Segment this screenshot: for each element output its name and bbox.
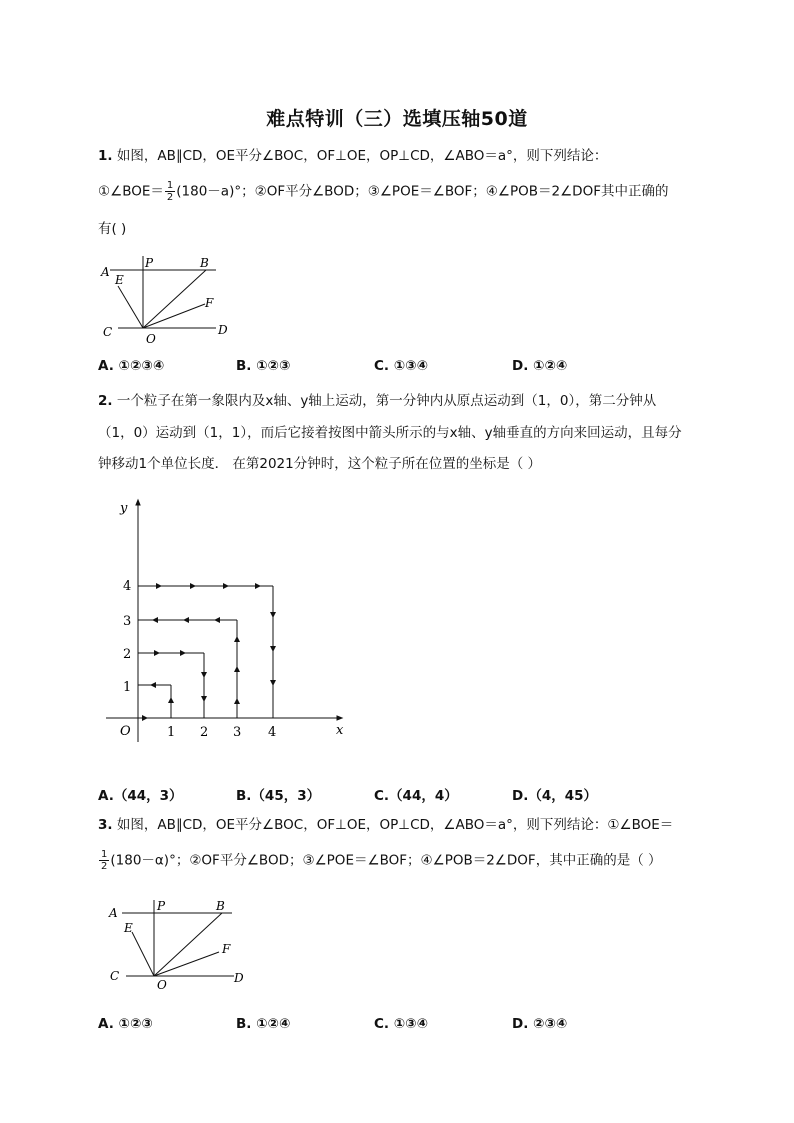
- q2-figure: [98, 492, 358, 752]
- q3-option-d[interactable]: [512, 1016, 567, 1032]
- q3-option-b[interactable]: [236, 1016, 290, 1032]
- q3-option-c-text: ①③④: [393, 1016, 429, 1032]
- q1-label-f: F: [205, 296, 214, 310]
- q3-label-c: C: [110, 969, 120, 983]
- q1-option-c-text: ①③④: [393, 358, 429, 374]
- q2-option-b-text: （45，3）: [251, 788, 321, 804]
- q2-number: 2.: [98, 393, 113, 409]
- q1-option-c[interactable]: [374, 358, 428, 374]
- q2-line-2: [98, 423, 682, 443]
- q1-label-d: D: [218, 323, 228, 337]
- q3-text-1: 如图，AB∥CD，OE平分∠BOC，OF⊥OE，OP⊥CD，∠ABO＝a°，则下列结论：①∠BOE＝: [116, 817, 674, 833]
- q3-option-a-label: A.: [98, 1016, 114, 1032]
- q1-option-b-text: ①②③: [256, 358, 291, 374]
- q3-options: [98, 1016, 698, 1036]
- q1-options: [98, 358, 698, 378]
- q3-label-f: F: [222, 942, 231, 956]
- q2-option-a[interactable]: [98, 784, 183, 804]
- q1-line-3: [98, 219, 126, 239]
- q2-option-c[interactable]: [374, 784, 458, 804]
- q2-text-3: 钟移动1个单位长度． 在第2021分钟时，这个粒子所在位置的坐标是（ ）: [98, 456, 542, 472]
- q2-x-tick-1: 1: [167, 725, 176, 740]
- q3-label-a: A: [109, 906, 118, 920]
- q1-label-e: E: [115, 273, 124, 287]
- q3-option-b-label: B.: [236, 1016, 252, 1032]
- q2-option-d[interactable]: [512, 784, 597, 804]
- q1-option-a[interactable]: [98, 358, 164, 374]
- q1-label-b: B: [200, 256, 209, 270]
- q2-option-d-text: （4，45）: [528, 788, 598, 804]
- q1-option-d-label: D.: [512, 358, 529, 374]
- q1-line-2: [98, 180, 668, 203]
- q1-label-p: P: [145, 256, 154, 270]
- q2-option-c-text: （44，4）: [389, 788, 458, 804]
- q1-frac-den: 2: [166, 192, 174, 203]
- q2-line-3: [98, 454, 541, 474]
- q2-x-tick-2: 2: [200, 725, 209, 740]
- q3-label-e: E: [124, 921, 133, 935]
- q1-option-b[interactable]: [236, 358, 290, 374]
- q1-fraction: [165, 180, 175, 203]
- q3-option-d-label: D.: [512, 1016, 529, 1032]
- q2-option-b-label: B.: [236, 788, 252, 804]
- q1-frac-num: 1: [166, 180, 174, 191]
- q1-label-a: A: [101, 265, 110, 279]
- q3-option-c-label: C.: [374, 1016, 390, 1032]
- q3-option-a-text: ①②③: [118, 1016, 153, 1032]
- q2-option-b[interactable]: [236, 784, 320, 804]
- q3-label-b: B: [216, 899, 225, 913]
- q2-option-d-label: D.: [512, 788, 529, 804]
- q2-option-c-label: C.: [374, 788, 390, 804]
- q3-label-p: P: [157, 899, 166, 913]
- q3-frac-den: 2: [101, 861, 108, 872]
- page-title: 难点特训（三）选填压轴50道: [266, 108, 528, 130]
- q2-text-1: 一个粒子在第一象限内及x轴、y轴上运动，第一分钟内从原点运动到（1，0），第二分钟从: [116, 393, 657, 409]
- q1-text-2b: (180－a)°；②OF平分∠BOD；③∠POE＝∠BOF；④∠POB＝2∠DOF其中正确的: [176, 183, 669, 200]
- q1-option-a-label: A.: [98, 358, 114, 374]
- q3-line-1: [98, 815, 673, 835]
- q1-text-1: 如图，AB∥CD，OE平分∠BOC，OF⊥OE，OP⊥CD，∠ABO＝a°，则下列结论：: [116, 148, 608, 164]
- q1-figure: [98, 250, 238, 350]
- q2-option-a-text: （44，3）: [113, 788, 183, 804]
- q2-x-tick-3: 3: [233, 725, 242, 740]
- q1-option-a-text: ①②③④: [118, 358, 165, 374]
- q1-label-c: C: [103, 325, 113, 339]
- q3-option-b-text: ①②④: [256, 1016, 291, 1032]
- q2-options: [98, 784, 698, 804]
- q1-text-2a: ①∠BOE＝: [98, 183, 164, 200]
- q2-y-tick-1: 1: [123, 680, 132, 695]
- q2-y-tick-3: 3: [123, 614, 132, 629]
- q2-y-tick-2: 2: [123, 647, 132, 662]
- q1-option-d[interactable]: [512, 358, 567, 374]
- q2-y-tick-4: 4: [123, 579, 132, 594]
- q3-fraction: [99, 849, 109, 872]
- q2-x-tick-4: 4: [268, 725, 277, 740]
- q2-y-label: y: [120, 501, 128, 516]
- q1-option-c-label: C.: [374, 358, 390, 374]
- q3-option-c[interactable]: [374, 1016, 428, 1032]
- q1-line-1: [98, 146, 607, 166]
- q3-frac-num: 1: [101, 849, 108, 860]
- q3-label-d: D: [234, 971, 244, 985]
- q2-x-label: x: [336, 723, 344, 738]
- q2-option-a-label: A.: [98, 788, 114, 804]
- q3-figure: [104, 896, 254, 996]
- q3-line-2: [98, 849, 662, 872]
- q1-label-o: O: [146, 332, 156, 346]
- q1-option-b-label: B.: [236, 358, 252, 374]
- q3-option-a[interactable]: [98, 1016, 153, 1032]
- q3-number: 3.: [98, 817, 113, 833]
- q1-number: 1.: [98, 148, 113, 164]
- q1-text-3: 有( ): [98, 221, 127, 237]
- q3-label-o: O: [157, 978, 167, 992]
- q3-option-d-text: ②③④: [533, 1016, 568, 1032]
- q2-line-1: [98, 391, 656, 411]
- q2-text-2: （1，0）运动到（1，1），而后它接着按图中箭头所示的与x轴、y轴垂直的方向来回运动，且每分: [98, 425, 682, 441]
- q1-option-d-text: ①②④: [533, 358, 568, 374]
- q3-text-2: (180－α)°；②OF平分∠BOD；③∠POE＝∠BOF；④∠POB＝2∠DOF，其中正确的是（ ）: [110, 852, 662, 869]
- q2-origin-label: O: [120, 724, 131, 739]
